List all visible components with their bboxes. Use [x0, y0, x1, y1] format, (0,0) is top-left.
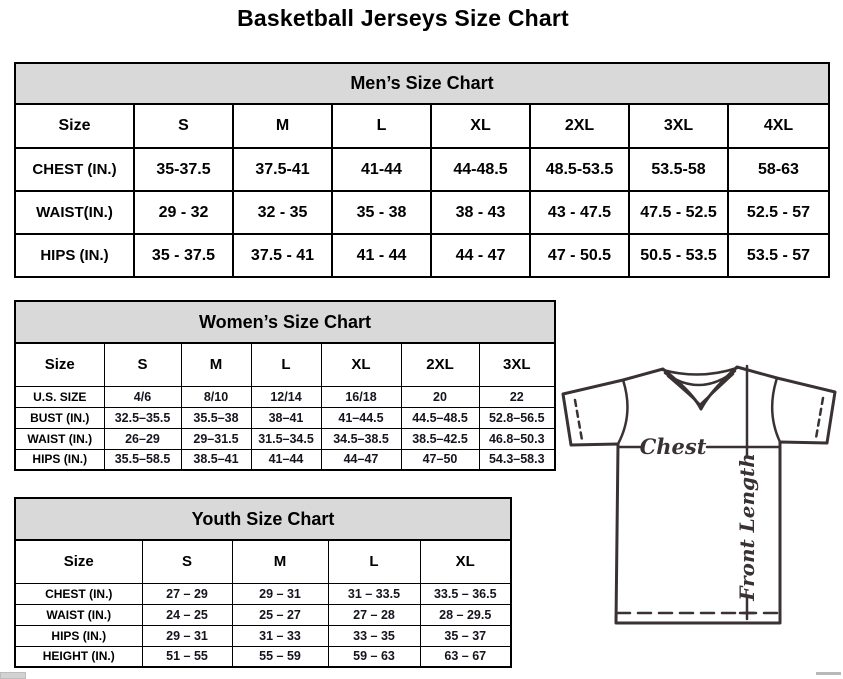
column-header: 3XL	[629, 104, 728, 148]
size-value: 47 - 50.5	[530, 234, 629, 277]
size-value: 46.8–50.3	[479, 428, 555, 449]
size-value: 33 – 35	[328, 625, 420, 646]
table-title: Men’s Size Chart	[15, 63, 829, 104]
size-value: 35.5–38	[181, 407, 251, 428]
table-row	[15, 625, 511, 646]
size-value: 44.5–48.5	[401, 407, 479, 428]
size-value: 20	[401, 386, 479, 407]
column-header: Size	[15, 540, 142, 583]
row-label: WAIST (IN.)	[15, 428, 104, 449]
table-title: Women’s Size Chart	[15, 301, 555, 343]
column-header: 2XL	[530, 104, 629, 148]
jersey-diagram	[556, 360, 842, 628]
size-value: 33.5 – 36.5	[420, 583, 511, 604]
row-label: BUST (IN.)	[15, 407, 104, 428]
collar-back-arc	[663, 368, 737, 375]
size-value: 29–31.5	[181, 428, 251, 449]
size-value: 16/18	[321, 386, 401, 407]
size-value: 54.3–58.3	[479, 449, 555, 470]
column-header: L	[251, 343, 321, 386]
size-value: 43 - 47.5	[530, 191, 629, 234]
column-header: 4XL	[728, 104, 829, 148]
size-value: 35-37.5	[134, 148, 233, 191]
size-value: 4/6	[104, 386, 181, 407]
size-value: 51 – 55	[142, 646, 232, 667]
size-value: 27 – 28	[328, 604, 420, 625]
column-header: M	[181, 343, 251, 386]
table-row	[15, 234, 829, 277]
table-title-row	[15, 498, 511, 540]
size-value: 41–44.5	[321, 407, 401, 428]
size-value: 37.5 - 41	[233, 234, 332, 277]
size-value: 59 – 63	[328, 646, 420, 667]
size-value: 35 – 37	[420, 625, 511, 646]
size-value: 53.5 - 57	[728, 234, 829, 277]
table-header-row	[15, 540, 511, 583]
size-value: 48.5-53.5	[530, 148, 629, 191]
size-value: 35 - 38	[332, 191, 431, 234]
size-value: 37.5-41	[233, 148, 332, 191]
size-value: 12/14	[251, 386, 321, 407]
horizontal-scrollbar-fragment-right[interactable]	[816, 672, 841, 675]
table-row	[15, 386, 555, 407]
size-value: 38–41	[251, 407, 321, 428]
column-header: XL	[431, 104, 530, 148]
row-label: CHEST (IN.)	[15, 583, 142, 604]
column-header: XL	[321, 343, 401, 386]
size-value: 32 - 35	[233, 191, 332, 234]
left-cuff-dashed-line	[575, 400, 582, 440]
size-value: 38.5–41	[181, 449, 251, 470]
column-header: M	[233, 104, 332, 148]
size-value: 31 – 33.5	[328, 583, 420, 604]
left-shoulder-seam	[618, 380, 627, 444]
size-value: 44 - 47	[431, 234, 530, 277]
column-header: XL	[420, 540, 511, 583]
size-value: 63 – 67	[420, 646, 511, 667]
horizontal-scrollbar-fragment-left[interactable]	[0, 672, 26, 679]
size-value: 22	[479, 386, 555, 407]
column-header: M	[232, 540, 328, 583]
chest-label: Chest	[639, 434, 707, 459]
column-header: S	[134, 104, 233, 148]
table-title: Youth Size Chart	[15, 498, 511, 540]
table-row	[15, 583, 511, 604]
size-value: 29 – 31	[232, 583, 328, 604]
table-row	[15, 148, 829, 191]
table-title-row	[15, 301, 555, 343]
row-label: HEIGHT (IN.)	[15, 646, 142, 667]
column-header: S	[142, 540, 232, 583]
size-value: 8/10	[181, 386, 251, 407]
size-value: 31 – 33	[232, 625, 328, 646]
size-value: 55 – 59	[232, 646, 328, 667]
row-label: HIPS (IN.)	[15, 449, 104, 470]
column-header: S	[104, 343, 181, 386]
row-label: WAIST (IN.)	[15, 604, 142, 625]
size-value: 26–29	[104, 428, 181, 449]
size-value: 52.5 - 57	[728, 191, 829, 234]
mens-size-table	[14, 62, 830, 278]
table-row	[15, 646, 511, 667]
size-value: 35.5–58.5	[104, 449, 181, 470]
size-value: 41–44	[251, 449, 321, 470]
column-header: 2XL	[401, 343, 479, 386]
size-value: 41-44	[332, 148, 431, 191]
size-value: 52.8–56.5	[479, 407, 555, 428]
size-value: 25 – 27	[232, 604, 328, 625]
size-value: 29 – 31	[142, 625, 232, 646]
size-value: 53.5-58	[629, 148, 728, 191]
column-header: L	[332, 104, 431, 148]
page-title: Basketball Jerseys Size Chart	[237, 5, 569, 31]
size-value: 27 – 29	[142, 583, 232, 604]
column-header: 3XL	[479, 343, 555, 386]
size-value: 47.5 - 52.5	[629, 191, 728, 234]
table-title-row	[15, 63, 829, 104]
size-value: 31.5–34.5	[251, 428, 321, 449]
table-row	[15, 428, 555, 449]
table-row	[15, 407, 555, 428]
size-value: 47–50	[401, 449, 479, 470]
row-label: U.S. SIZE	[15, 386, 104, 407]
row-label: HIPS (IN.)	[15, 625, 142, 646]
size-value: 58-63	[728, 148, 829, 191]
row-label: CHEST (IN.)	[15, 148, 134, 191]
size-value: 32.5–35.5	[104, 407, 181, 428]
column-header: L	[328, 540, 420, 583]
size-value: 38.5–42.5	[401, 428, 479, 449]
size-value: 28 – 29.5	[420, 604, 511, 625]
youth-size-table	[14, 497, 512, 668]
column-header: Size	[15, 343, 104, 386]
row-label: HIPS (IN.)	[15, 234, 134, 277]
size-value: 35 - 37.5	[134, 234, 233, 277]
table-row	[15, 191, 829, 234]
size-value: 44–47	[321, 449, 401, 470]
column-header: Size	[15, 104, 134, 148]
right-cuff-dashed-line	[816, 398, 823, 438]
womens-size-table	[14, 300, 556, 471]
size-value: 24 – 25	[142, 604, 232, 625]
right-shoulder-seam	[772, 378, 780, 442]
table-header-row	[15, 104, 829, 148]
size-value: 44-48.5	[431, 148, 530, 191]
table-header-row	[15, 343, 555, 386]
size-value: 29 - 32	[134, 191, 233, 234]
size-value: 50.5 - 53.5	[629, 234, 728, 277]
size-value: 41 - 44	[332, 234, 431, 277]
front-length-label: Front Length	[735, 453, 759, 601]
table-row	[15, 604, 511, 625]
row-label: WAIST(IN.)	[15, 191, 134, 234]
table-row	[15, 449, 555, 470]
size-value: 38 - 43	[431, 191, 530, 234]
size-value: 34.5–38.5	[321, 428, 401, 449]
